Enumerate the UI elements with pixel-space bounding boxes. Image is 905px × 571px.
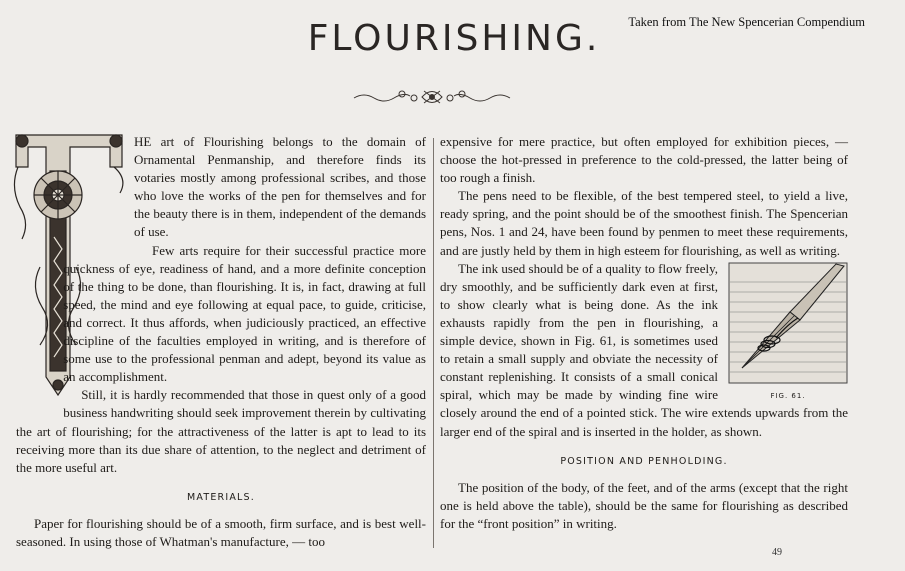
paragraph-intro: HE art of Flourishing belongs to the domain of Ornamental Penmanship, and therefore finds its votaries mostly among professional scribes, and those who love the works of the pen for themselves and for the beauty there is in them, independent of the demands of use. bbox=[134, 134, 426, 240]
page-title-dot: . bbox=[585, 18, 598, 59]
heading-position: POSITION AND PENHOLDING. bbox=[560, 455, 728, 467]
paragraph-paper: Paper for flourishing should be of a smooth, firm surface, and is best well-seasoned. In using those of Whatman's manufacture, — too bbox=[16, 515, 426, 549]
page-title-text: FLOURISHING bbox=[307, 18, 586, 59]
paragraph-few-arts: Few arts require for their successful practice more quickness of eye, readiness of hand, and a more definite conception of the thing to be done, than flourishing. It is, in fact, drawing at full speed, the mind and eye following at equal pace, to guide, criticise, and correct. It thus affords, when judiciously practiced, an effective discipline of the faculties employed in writing, and is therefore of some use to the professional penman and adept, beyond its value as an accomplishment. bbox=[63, 242, 426, 385]
source-note: Taken from The New Spencerian Compendium bbox=[628, 15, 865, 29]
heading-materials: MATERIALS. bbox=[186, 491, 255, 503]
page-title bbox=[0, 18, 905, 59]
pen-nib-with-spiral-icon bbox=[728, 262, 848, 384]
paragraph-pens: The pens need to be flexible, of the best tempered steel, to yield a live, ready spring, and the point should be of the smoothest finish. The Spencerian pens, Nos. 1 and 24, have been found by penmen to meet these requirements, and are justly held by them in high esteem for flourishing, as well as writing. bbox=[440, 188, 848, 258]
paragraph-ink: The ink used should be of a quality to flow freely, dry smoothly, and be sufficiently dark even at first, to show clearly what is being done. As the ink exhausts rapidly from the pen in flourishing, a simple device, shown in Fig. 61, is sometimes used to retain a small supply and obviate the necessity of constant replenishing. It consists of a small conical spiral, which may be made by winding fine wire closely around the end of a pointed stick. The wire extends upwards from the larger end of the spiral and is inserted in the holder, as shown. bbox=[440, 260, 848, 439]
figure-61 bbox=[728, 262, 848, 402]
page-number: 49 bbox=[772, 547, 782, 558]
paragraph-expensive: expensive for mere practice, but often employed for exhibition pieces, — choose the hot-pressed in preference to the cold-pressed, the latter being of too rough a finish. bbox=[440, 134, 848, 186]
column-divider bbox=[433, 138, 434, 548]
right-column bbox=[440, 133, 848, 533]
figure-caption: FIG. 61. bbox=[770, 391, 806, 400]
paragraph-still: Still, it is hardly recommended that those in quest only of a good business handwriting should seek improvement therein by cultivating the art of flourishing; for the attractiveness of the latter is apt to lead to its receiving more than its due share of attention, to the neglect and detriment of the more useful art. bbox=[16, 387, 426, 475]
scroll-ornament-icon bbox=[352, 86, 512, 108]
left-column bbox=[16, 133, 426, 551]
paragraph-position: The position of the body, of the feet, and of the arms (except that the right one is held above the table), should be the same for flourishing as described for the “front position” in writing. bbox=[440, 479, 848, 531]
